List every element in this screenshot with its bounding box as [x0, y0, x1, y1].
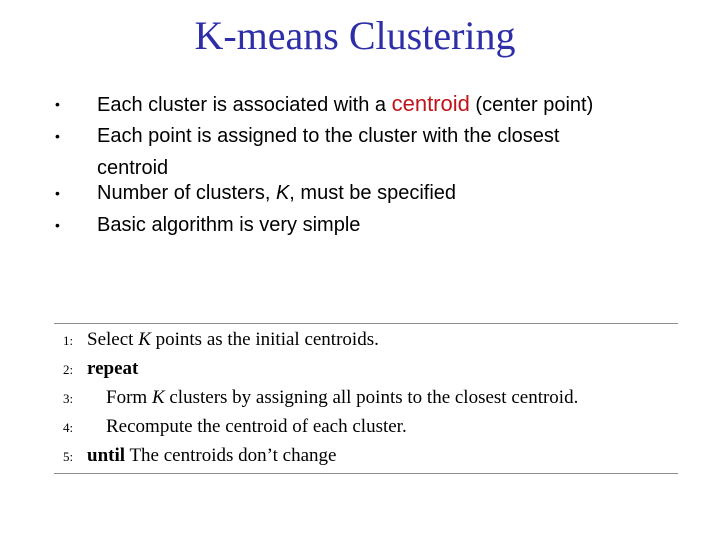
bullet-text-segment: , must be specified: [289, 182, 457, 204]
bullet-dot: •: [55, 217, 60, 233]
code-text: points as the initial centroids.: [150, 329, 379, 350]
bullet-text-segment: Each cluster is associated with a: [97, 94, 392, 116]
bullet-text-segment: (center point): [469, 94, 594, 116]
algorithm-code: [87, 329, 379, 351]
variable-k: K: [138, 329, 151, 350]
algorithm-code: Recompute the centroid of each cluster.: [106, 416, 407, 437]
bullet-text: Basic algorithm is very simple: [97, 214, 361, 236]
slide-title: K-means Clustering: [194, 13, 516, 58]
bullet-text-segment: Number of clusters,: [97, 182, 276, 204]
bullet-text-segment: Each point is assigned to the cluster with the closest: [97, 125, 560, 147]
algorithm-box: [54, 323, 678, 475]
code-text: clusters by assigning all points to the closest centroid.: [164, 387, 579, 408]
algorithm-top-rule: [54, 323, 678, 324]
algorithm-line: [54, 328, 678, 357]
bullet-text: [97, 177, 667, 209]
algorithm-line: [54, 415, 678, 444]
keyword-until: until: [87, 445, 126, 466]
line-number: 5:: [63, 449, 74, 464]
algorithm-code: [87, 445, 336, 467]
line-number: 4:: [63, 420, 74, 435]
line-number: 3:: [63, 391, 74, 406]
code-text: The centroids don’t change: [125, 445, 337, 466]
variable-k: K: [151, 387, 165, 408]
algorithm-line: [54, 357, 678, 386]
variable-k: K: [275, 182, 290, 204]
line-number: 1:: [63, 333, 74, 348]
bullet-text: [97, 88, 667, 121]
line-number: 2:: [63, 362, 74, 377]
algorithm-line: [54, 386, 678, 415]
algorithm-line: [54, 444, 678, 473]
bullet-dot: •: [55, 96, 60, 112]
code-text: Select: [87, 329, 139, 350]
code-text: Form: [106, 387, 152, 408]
bullet-dot: •: [55, 185, 60, 201]
algorithm-code: [106, 387, 578, 409]
centroid-highlight: centroid: [391, 91, 470, 116]
bullet-text-segment: centroid: [97, 157, 169, 179]
bullet-dot: •: [55, 128, 60, 144]
keyword-repeat: repeat: [87, 358, 139, 379]
bullet-text: [97, 120, 667, 184]
algorithm-bottom-rule: [54, 473, 678, 474]
